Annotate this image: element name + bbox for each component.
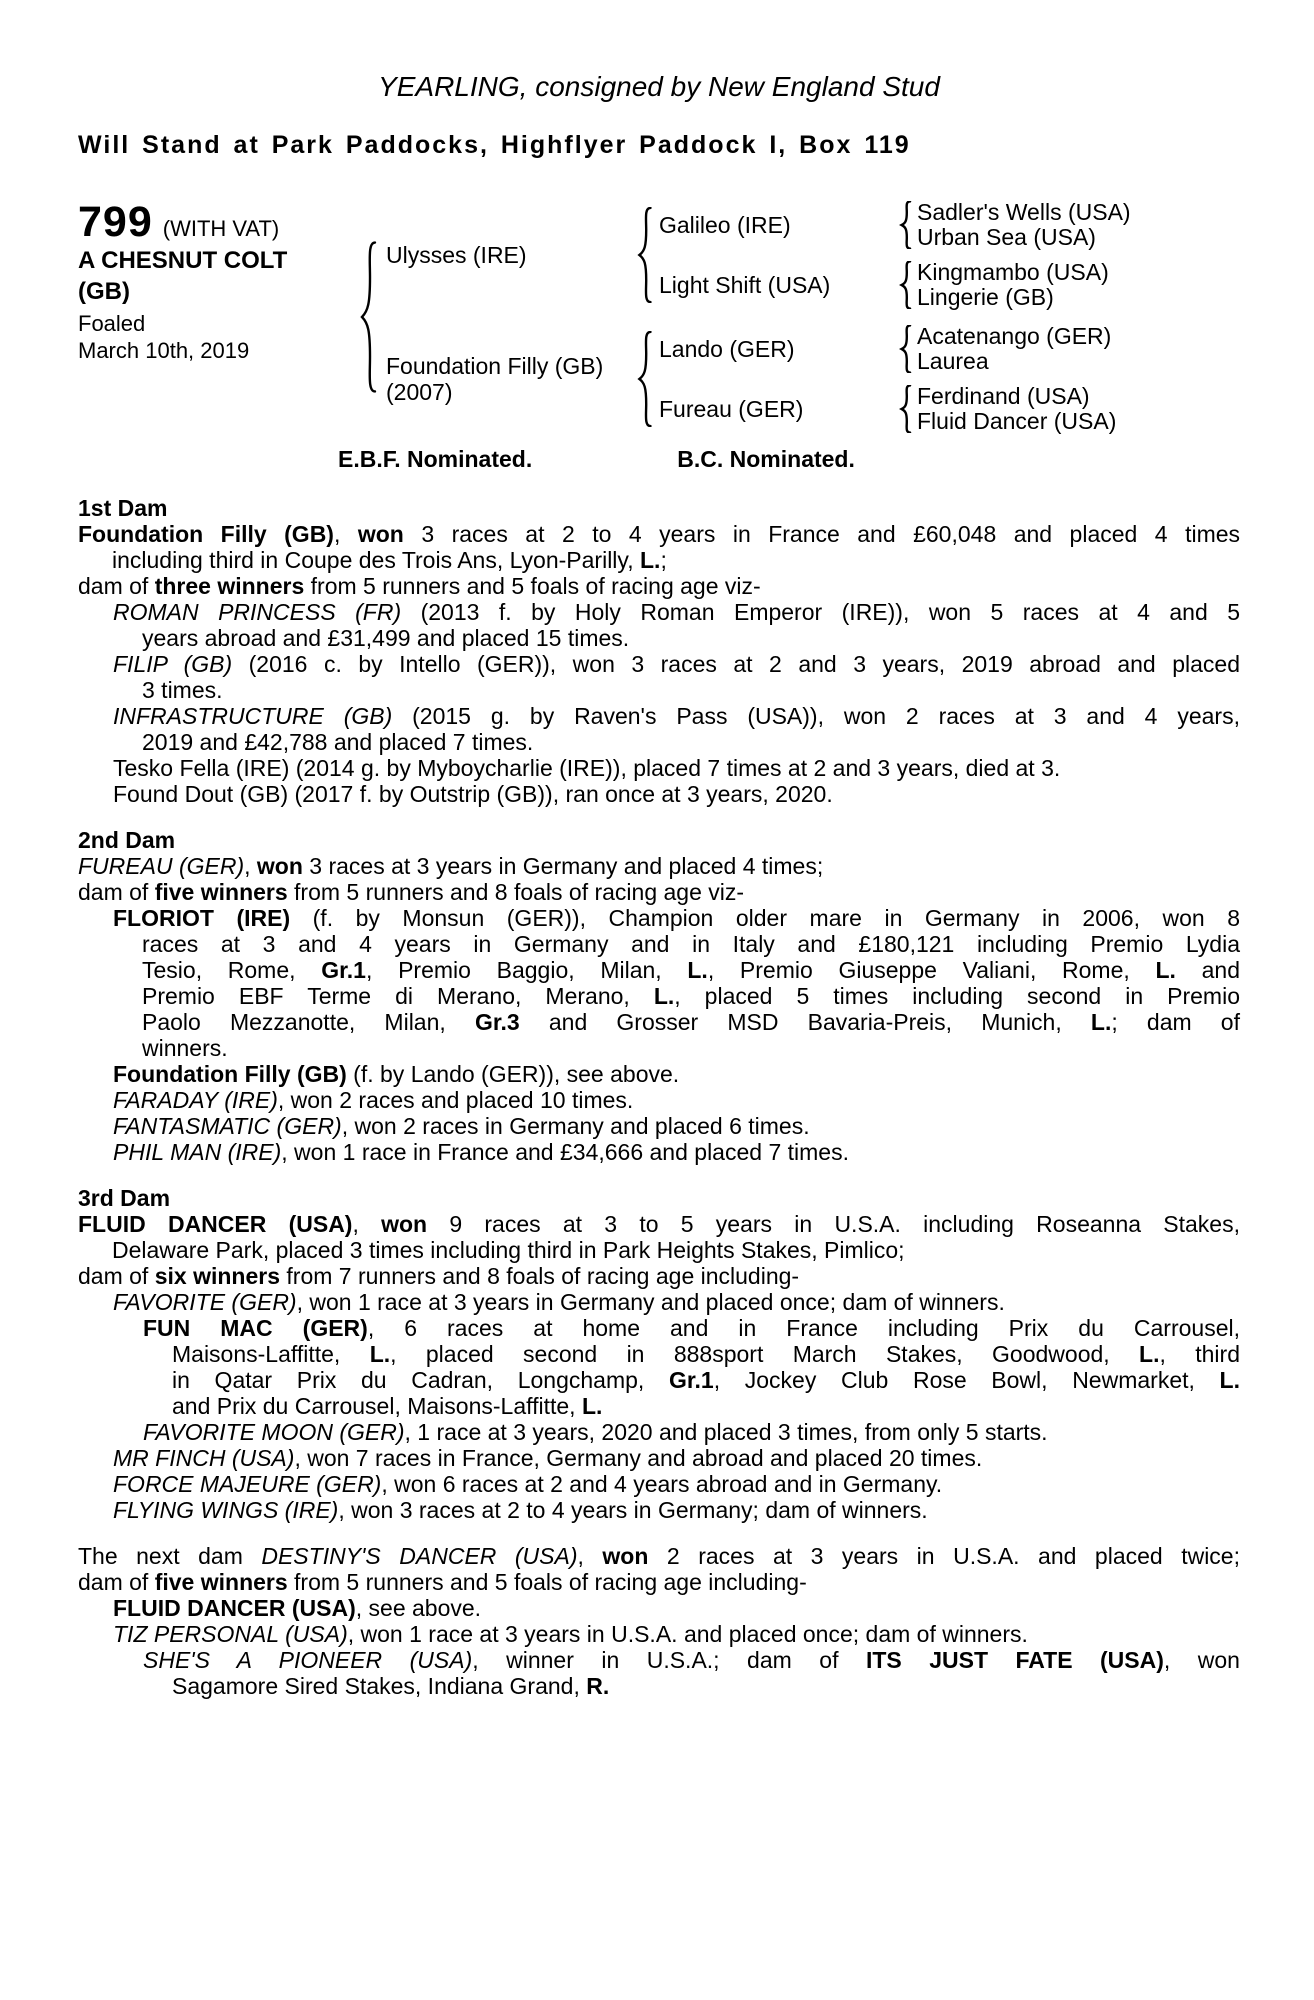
text-line: FUREAU (GER), won 3 races at 3 years in Germany and placed 4 times; [78,853,824,879]
text-line: FAVORITE (GER), won 1 race at 3 years in Germany and placed once; dam of winners. [113,1289,1005,1315]
dam-sire-dam-name: Laurea [917,348,989,374]
dam-dam-branch [659,384,1116,434]
sire-dam-sire-name: Kingmambo (USA) [917,259,1109,285]
pedigree-text-paragraph [78,1263,1240,1289]
dam-name-cell [386,353,636,405]
dam-section [78,495,1240,807]
sire-dam-dam-name: Lingerie (GB) [917,284,1054,310]
pedigree-text-paragraph [78,521,1240,573]
text-line: The next dam DESTINY'S DANCER (USA), won 2 races at 3 years in U.S.A. and placed twice; [78,1543,1240,1569]
pedigree-text-paragraph [78,905,1240,1061]
text-line: FORCE MAJEURE (GER), won 6 races at 2 and 4 years abroad and in Germany. [113,1471,943,1497]
dam-sire-brace [899,325,912,373]
colt-description-line1: A CHESNUT COLT [78,247,288,274]
bc-nominated: B.C. Nominated. [677,446,855,472]
dam-dam-sire-name: Ferdinand (USA) [917,383,1090,409]
pedigree-text-paragraph [78,651,1240,703]
sire-sire-sire-name: Sadler's Wells (USA) [917,199,1131,225]
pedigree-text-paragraph [78,1497,1240,1523]
text-line: Foundation Filly (GB), won 3 races at 2 to 4 years in France and £60,048 and placed 4 times [78,521,1241,547]
pedigree-text-paragraph [78,1289,1240,1315]
pedigree-text-paragraph [78,1445,1240,1471]
pedigree-text-paragraph [78,1621,1240,1647]
pedigree-tree [358,200,1131,434]
foaled-date: March 10th, 2019 [78,338,250,363]
colt-description-line2: (GB) [78,278,130,305]
dam-dam-parents [917,384,1116,434]
dam-dam-brace [899,385,912,433]
pedigree-text-paragraph [78,1543,1240,1569]
foaled-label: Foaled [78,311,146,336]
dam-section [78,1185,1240,1523]
text-line: Maisons-Laffitte, L., placed second in 888sport March Stakes, Goodwood, L., third [172,1341,1240,1367]
text-line: races at 3 and 4 years in Germany and in Italy and £180,121 including Premio Lydia [142,931,1240,957]
text-line: dam of three winners from 5 runners and 5 foals of racing age viz- [78,573,761,599]
pedigree-text-paragraph [78,879,1240,905]
text-line: FLORIOT (IRE) (f. by Monsun (GER)), Champion older mare in Germany in 2006, won 8 [113,905,1240,931]
text-line: Found Dout (GB) (2017 f. by Outstrip (GB)), ran once at 3 years, 2020. [113,781,833,807]
text-line: FILIP (GB) (2016 c. by Intello (GER)), won 3 races at 2 and 3 years, 2019 abroad and placed [113,651,1240,677]
sire-dam-parents [917,260,1109,310]
text-line: MR FINCH (USA), won 7 races in France, Germany and abroad and placed 20 times. [113,1445,983,1471]
dam-section-heading: 2nd Dam [78,827,176,853]
lot-number-row [78,200,358,244]
dam-dam-dam-name: Fluid Dancer (USA) [917,408,1117,434]
text-line: Tesio, Rome, Gr.1, Premio Baggio, Milan, L., Premio Giuseppe Valiani, Rome, L. and [142,957,1241,983]
pedigree-text-paragraph [78,573,1240,599]
sire-name: Ulysses (IRE) [386,242,527,268]
pedigree-text-paragraph [78,1569,1240,1595]
text-line: in Qatar Prix du Cadran, Longchamp, Gr.1, Jockey Club Rose Bowl, Newmarket, L. [172,1367,1240,1393]
dam-sire-branch [659,324,1116,374]
pedigree-text-paragraph [78,1419,1240,1445]
text-line: TIZ PERSONAL (USA), won 1 race at 3 years in U.S.A. and placed once; dam of winners. [113,1621,1028,1647]
pedigree-text-paragraph [78,755,1240,781]
text-line: ROMAN PRINCESS (FR) (2013 f. by Holy Roman Emperor (IRE)), won 5 races at 4 and 5 [113,599,1240,625]
text-line: years abroad and £31,499 and placed 15 times. [142,625,630,651]
dam-dam-name: Fureau (GER) [659,396,804,422]
dam-sire-name: Lando (GER) [659,336,795,362]
lot-number: 799 [78,198,153,246]
pedigree-text-paragraph [78,1595,1240,1621]
pedigree-text-paragraph [78,1647,1240,1699]
text-line: PHIL MAN (IRE), won 1 race in France and £34,666 and placed 7 times. [113,1139,849,1165]
pedigree-text-paragraph [78,1113,1240,1139]
text-line: winners. [142,1035,228,1061]
lot-and-pedigree-block [78,200,1240,434]
stand-location-line: Will Stand at Park Paddocks, Highflyer Paddock I, Box 119 [78,131,911,159]
sire-dam-brace [899,261,912,309]
text-line: INFRASTRUCTURE (GB) (2015 g. by Raven's Pass (USA)), won 2 races at 3 and 4 years, [113,703,1240,729]
consignor-line: YEARLING, consigned by New England Stud [378,71,940,102]
lot-info [78,200,358,364]
sire-name-cell [386,242,636,268]
nominations-line [338,446,1240,473]
pedigree-text-paragraph [78,1139,1240,1165]
text-line: dam of five winners from 5 runners and 8 foals of racing age viz- [78,879,745,905]
pedigree-text-paragraph [78,1211,1240,1263]
pedigree-text-paragraph [78,703,1240,755]
text-line: FARADAY (IRE), won 2 races and placed 10 times. [113,1087,634,1113]
text-line: dam of five winners from 5 runners and 5 foals of racing age including- [78,1569,807,1595]
sire-sire-parents [917,200,1131,250]
text-line: Premio EBF Terme di Merano, Merano, L., placed 5 times including second in Premio [142,983,1240,1009]
parents-column [386,200,1131,434]
vat-note: (WITH VAT) [162,216,280,241]
sire-sire-brace [899,201,912,249]
dam-parents-column [659,324,1116,434]
dam-sire-parents [917,324,1111,374]
sire-brace [636,207,653,303]
dam-name: Foundation Filly (GB) [386,353,604,379]
dam-sections [78,495,1240,1699]
sire-dam-name: Light Shift (USA) [659,272,831,298]
dam-section-heading: 3rd Dam [78,1185,171,1211]
dam-year: (2007) [386,379,453,405]
ebf-nominated: E.B.F. Nominated. [338,446,533,472]
text-line: dam of six winners from 7 runners and 8 foals of racing age including- [78,1263,800,1289]
text-line: FUN MAC (GER), 6 races at home and in France including Prix du Carrousel, [143,1315,1240,1341]
text-line: FAVORITE MOON (GER), 1 race at 3 years, 2020 and placed 3 times, from only 5 starts. [143,1419,1048,1445]
sire-parents-column [659,200,1131,310]
dam-section [78,1543,1240,1699]
text-line: Sagamore Sired Stakes, Indiana Grand, R. [172,1673,610,1699]
sire-sire-branch [659,200,1131,250]
sire-branch [386,200,1131,310]
pedigree-text-paragraph [78,1315,1240,1419]
text-line: FLYING WINGS (IRE), won 3 races at 2 to 4 years in Germany; dam of winners. [113,1497,928,1523]
text-line: 3 times. [142,677,223,703]
dam-brace [636,331,653,427]
sire-dam-branch [659,260,1131,310]
text-line: Paolo Mezzanotte, Milan, Gr.3 and Grosser MSD Bavaria-Preis, Munich, L.; dam of [142,1009,1240,1035]
pedigree-text-paragraph [78,1087,1240,1113]
pedigree-text-paragraph [78,1471,1240,1497]
text-line: Delaware Park, placed 3 times including third in Park Heights Stakes, Pimlico; [112,1237,905,1263]
pedigree-text-paragraph [78,853,1240,879]
text-line: 2019 and £42,788 and placed 7 times. [142,729,534,755]
dam-section-heading: 1st Dam [78,495,168,521]
text-line: SHE'S A PIONEER (USA), winner in U.S.A.; dam of ITS JUST FATE (USA), won [143,1647,1240,1673]
pedigree-text-paragraph [78,1061,1240,1087]
text-line: Foundation Filly (GB) (f. by Lando (GER)), see above. [113,1061,680,1087]
text-line: Tesko Fella (IRE) (2014 g. by Myboycharlie (IRE)), placed 7 times at 2 and 3 years, died at 3. [113,755,1061,781]
text-line: FLUID DANCER (USA), won 9 races at 3 to 5 years in U.S.A. including Roseanna Stakes, [78,1211,1240,1237]
sire-sire-name: Galileo (IRE) [659,212,791,238]
pedigree-root-brace [358,241,378,393]
text-line: FLUID DANCER (USA), see above. [113,1595,482,1621]
sire-sire-dam-name: Urban Sea (USA) [917,224,1096,250]
dam-section [78,827,1240,1165]
dam-branch [386,324,1131,434]
pedigree-text-paragraph [78,781,1240,807]
text-line: FANTASMATIC (GER), won 2 races in Germany and placed 6 times. [113,1113,810,1139]
text-line: and Prix du Carrousel, Maisons-Laffitte, L. [172,1393,603,1419]
pedigree-text-paragraph [78,599,1240,651]
dam-sire-sire-name: Acatenango (GER) [917,323,1112,349]
text-line: including third in Coupe des Trois Ans, Lyon-Parilly, L.; [112,547,667,573]
